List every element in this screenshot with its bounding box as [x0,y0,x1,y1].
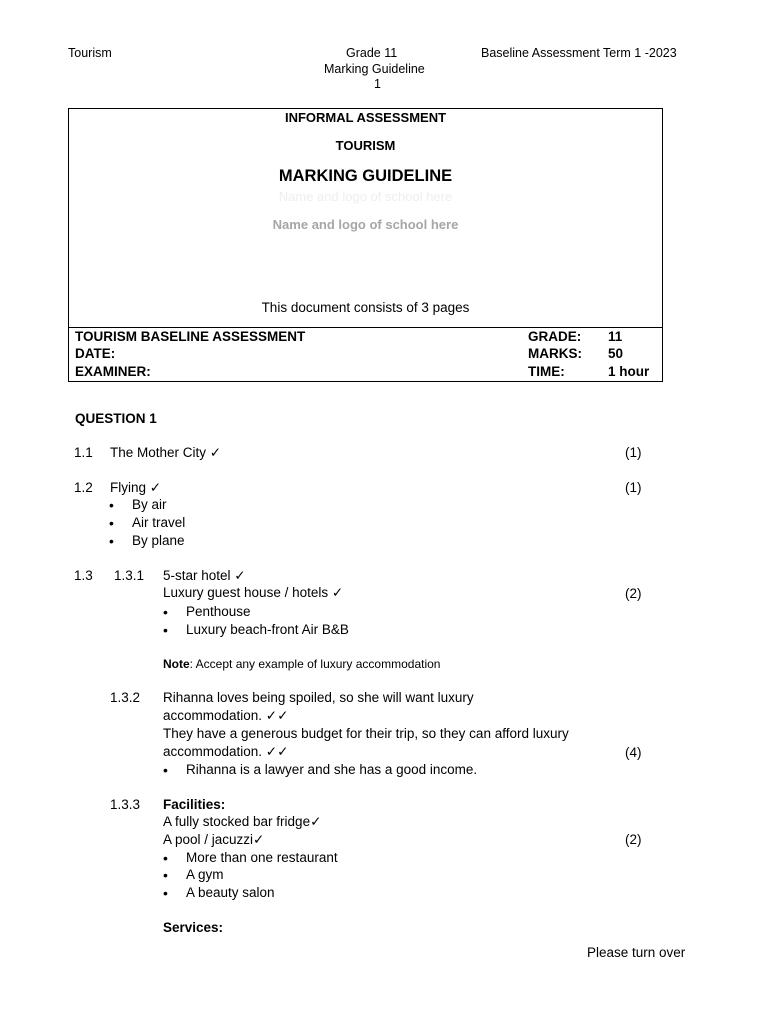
cover-pages-note: This document consists of 3 pages [261,300,470,315]
q1-1-answer: The Mother City ✓ [110,445,222,460]
header-guideline: Marking Guideline [324,62,425,76]
q1-3-1-marks: (2) [625,586,642,601]
q1-3-2-line3: They have a generous budget for their trip, so they can afford luxury [163,726,569,741]
info-grade-label: GRADE: [528,329,582,344]
q1-3-3-number: 1.3.3 [110,797,141,812]
info-grade-value: 11 [608,329,623,344]
cover-tourism: TOURISM [335,138,396,153]
q1-2-bullet-item: • By plane [132,533,185,548]
header-page-number: 1 [374,77,381,91]
cover-divider [69,327,662,328]
q1-2-marks: (1) [625,480,642,495]
header-grade: Grade 11 [346,46,398,60]
note-label: Note [163,657,190,671]
info-time-label: TIME: [528,364,565,379]
q1-3-2-line2: accommodation. ✓✓ [163,708,289,723]
q1-3-1-bullet-item: • Luxury beach-front Air B&B [186,622,349,637]
school-logo-placeholder: Name and logo of school here [272,217,459,232]
info-examiner-label: EXAMINER: [75,364,151,379]
cover-informal-assessment: INFORMAL ASSESSMENT [284,110,447,125]
q1-3-2-line4: accommodation. ✓✓ [163,744,289,759]
q1-3-3-services-label: Services: [163,920,224,935]
info-marks-value: 50 [608,346,624,361]
q1-3-3-bullet-item: • More than one restaurant [186,850,338,865]
q1-1-number: 1.1 [74,445,93,460]
q1-3-1-number: 1.3.1 [114,568,145,583]
cover-marking-guideline: MARKING GUIDELINE [278,167,453,185]
header-subject: Tourism [68,46,112,60]
q1-2-answer: Flying ✓ [110,480,162,495]
q1-2-number: 1.2 [74,480,93,495]
q1-1-marks: (1) [625,445,642,460]
q1-3-1-bullet-item: • Penthouse [186,604,251,619]
q1-3-2-number: 1.3.2 [110,690,141,705]
q1-3-3-facilities-label: Facilities: [163,797,226,812]
info-marks-label: MARKS: [528,346,582,361]
q1-3-1-line2: Luxury guest house / hotels ✓ [163,585,344,600]
q1-3-2-marks: (4) [625,745,642,760]
q1-2-bullet-item: • By air [132,497,167,512]
cover-box [68,108,663,382]
footer-turn-over: Please turn over [587,945,686,960]
info-time-value: 1 hour [608,364,650,379]
q1-3-3-line1: A fully stocked bar fridge✓ [163,814,322,829]
info-title: TOURISM BASELINE ASSESSMENT [75,329,306,344]
q1-3-2-line1: Rihanna loves being spoiled, so she will want luxury [163,690,474,705]
note-text: : Accept any example of luxury accommodation [189,657,441,671]
q1-2-bullet-item: • Air travel [132,515,185,530]
cover-ghost-text: Name and logo of school here [278,189,453,204]
q1-3-number: 1.3 [74,568,93,583]
q1-3-3-bullet-item: • A gym [186,867,224,882]
q1-3-2-bullet-item: • Rihanna is a lawyer and she has a good income. [186,762,477,777]
info-date-label: DATE: [75,346,116,361]
q1-3-1-note [163,657,440,671]
question-1-heading: QUESTION 1 [75,411,157,426]
q1-3-3-bullet-item: • A beauty salon [186,885,275,900]
q1-3-3-line2: A pool / jacuzzi✓ [163,832,265,847]
q1-3-3-marks: (2) [625,832,642,847]
header-assessment: Baseline Assessment Term 1 -2023 [481,46,677,60]
q1-3-1-line1: 5-star hotel ✓ [163,568,246,583]
